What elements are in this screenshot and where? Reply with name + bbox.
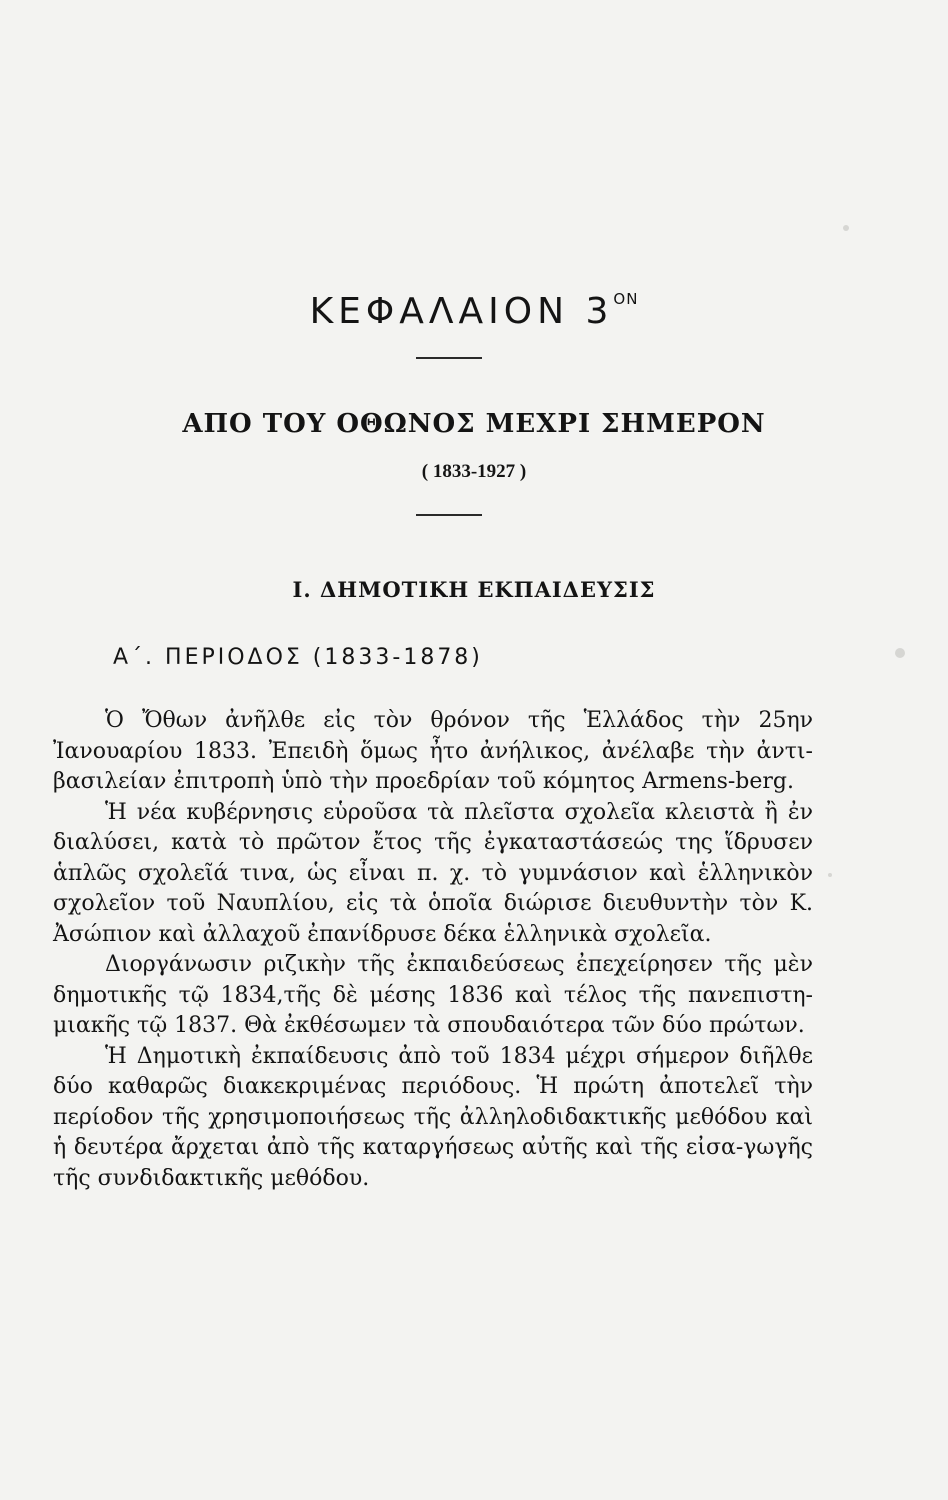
paragraph-2: Ἡ νέα κυβέρνησις εὑροῦσα τὰ πλεῖστα σχολεῖα κλειστὰ ἢ ἐν διαλύσει, κατὰ τὸ πρῶτον ἔτος τῆς ἐγκαταστάσεώς της ἵδρυσεν ἁπλῶς σχολεῖά τινα, ὡς εἶναι π. χ. τὸ γυμνάσιον καὶ ἑλληνικὸν σχολεῖον τοῦ Ναυπλίου, εἰς τὰ ὁποῖα διώρισε διευθυντὴν τὸν Κ. Ἀσώπιον καὶ ἀλλαχοῦ ἐπανίδρυσε δέκα ἑλληνικὰ σχολεῖα.	[53, 799, 813, 947]
paragraph-4: Ἡ Δημοτικὴ ἐκπαίδευσις ἀπὸ τοῦ 1834 μέχρι σήμερον διῆλθε δύο καθαρῶς διακεκριμένας περιόδους. Ἡ πρώτη ἀποτελεῖ τὴν περίοδον τῆς χρησιμοποιήσεως τῆς ἀλληλοδιδακτικῆς μεθόδου καὶ ἡ δευτέρα ἄρχεται ἀπὸ τῆς καταργήσεως αὐτῆς καὶ τῆς εἰσα-γωγῆς τῆς συνδιδακτικῆς μεθόδου.	[53, 1043, 813, 1191]
section-heading: I. ΔΗΜΟΤΙΚΗ ΕΚΠΑΙΔΕΥΣΙΣ	[292, 577, 656, 602]
paragraph-1: Ὁ Ὄθων ἀνῆλθε εἰς τὸν θρόνον τῆς Ἑλλάδος τὴν 25ην Ἰανουαρίου 1833. Ἐπειδὴ ὅμως ἦτο ἀνήλικος, ἀνέλαβε τὴν ἀντι-βασιλείαν ἐπιτροπὴ ὑπὸ τὴν προεδρίαν τοῦ κόμητος Armens-berg.	[53, 708, 813, 794]
chapter-heading	[0, 290, 948, 332]
period-heading: Α΄. ΠΕΡΙΟΔΟΣ (1833-1878)	[113, 645, 483, 670]
paper-speck	[828, 873, 832, 877]
divider-bottom	[416, 514, 482, 516]
chapter-title: ΑΠΟ ΤΟΥ ΟΘΩΝΟΣ ΜΕΧΡΙ ΣΗΜΕΡΟΝ	[182, 409, 766, 439]
chapter-years: ( 1833-1927 )	[421, 461, 527, 482]
paragraph-3: Διοργάνωσιν ριζικὴν τῆς ἐκπαιδεύσεως ἐπεχείρησεν τῆς μὲν δημοτικῆς τῷ 1834,τῆς δὲ μέσης 1836 καὶ τέλος τῆς πανεπιστη-μιακῆς τῷ 1837. Θὰ ἐκθέσωμεν τὰ σπουδαιότερα τῶν δύο πρώτων.	[53, 952, 813, 1038]
divider-top	[416, 357, 482, 359]
chapter-label: ΚΕΦΑΛΑΙΟΝ 3	[309, 291, 614, 332]
paper-speck	[895, 648, 905, 658]
paper-speck	[843, 225, 849, 231]
chapter-superscript: ON	[613, 290, 639, 308]
body-text	[53, 706, 813, 1194]
